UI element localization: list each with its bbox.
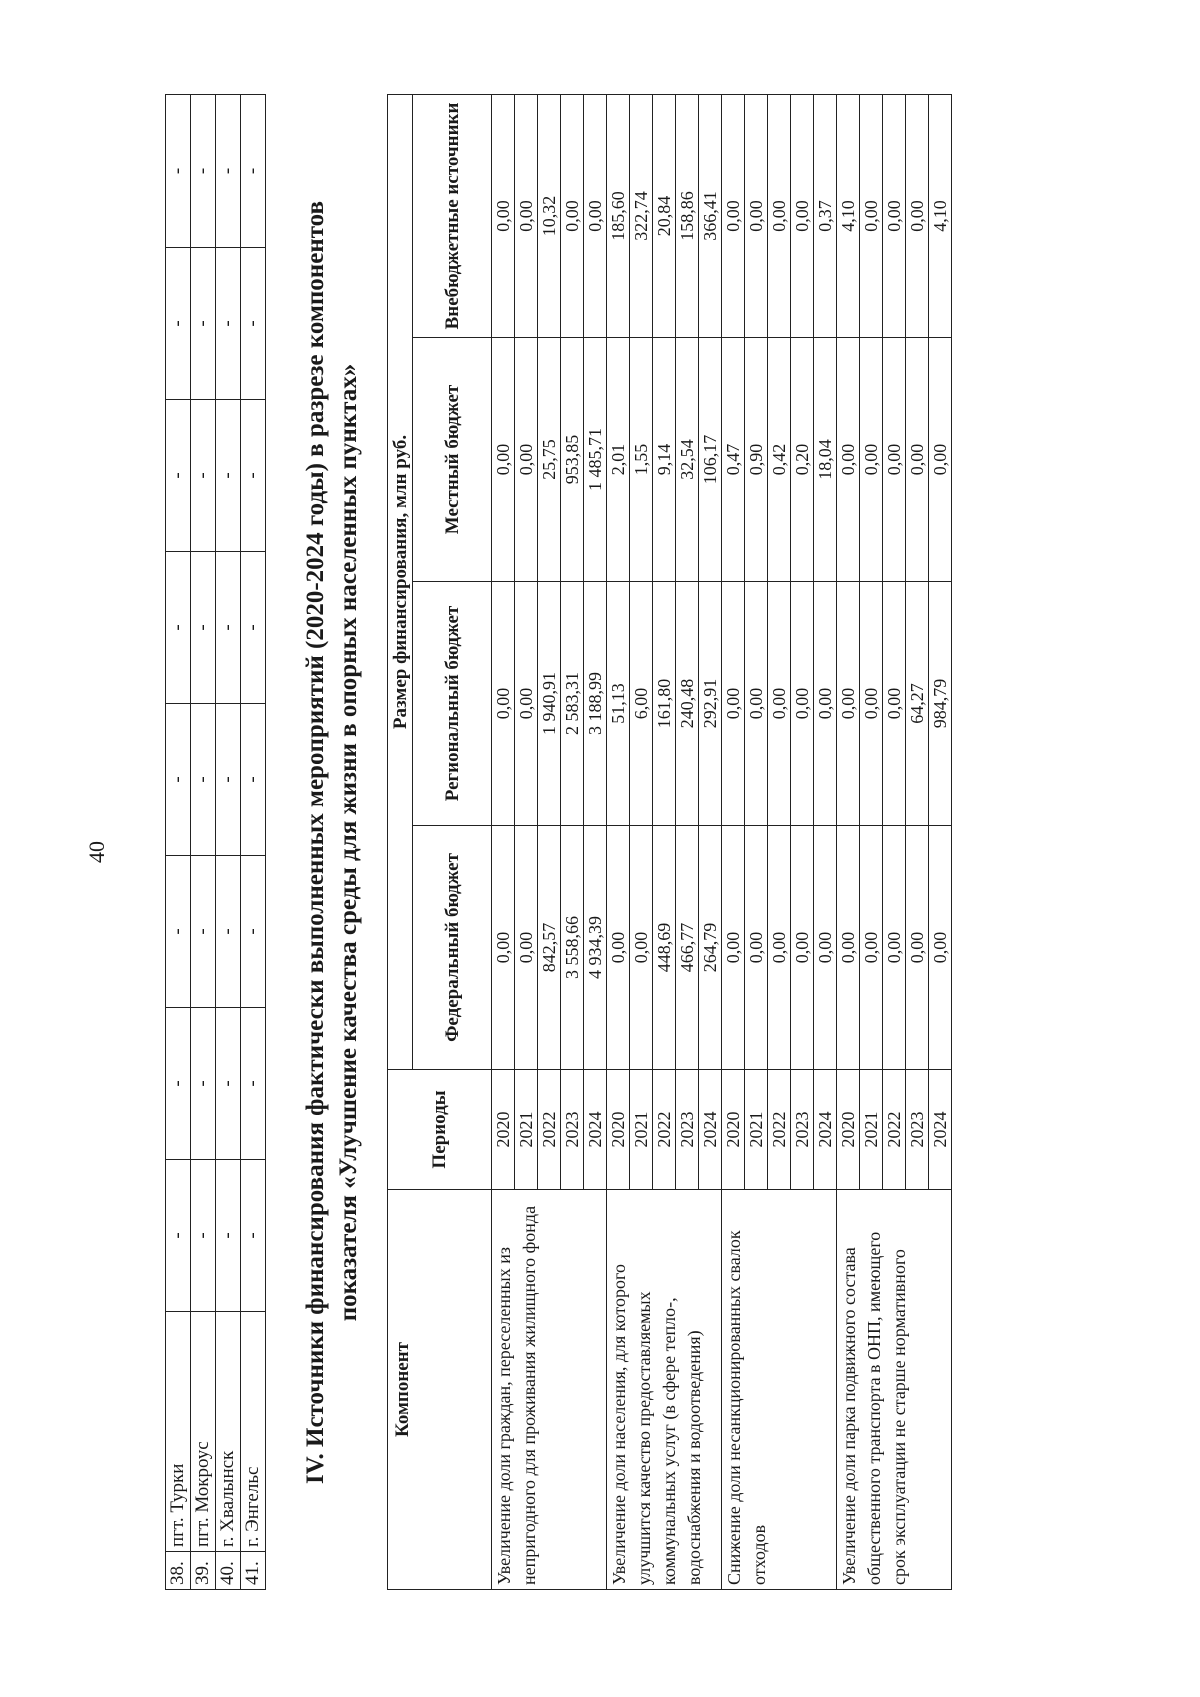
cell-extra: 158,86 xyxy=(676,95,699,338)
settlement-value: - xyxy=(191,95,216,248)
component-name: Снижение доли несанкционированных свалок отходов xyxy=(722,1190,837,1590)
settlement-number: 40. xyxy=(216,1552,241,1590)
cell-local: 953,85 xyxy=(561,338,584,582)
cell-local: 0,00 xyxy=(906,338,929,582)
cell-federal: 0,00 xyxy=(515,826,538,1070)
cell-period: 2021 xyxy=(745,1070,768,1190)
cell-local: 0,00 xyxy=(515,338,538,582)
settlement-value: - xyxy=(166,1008,191,1160)
cell-period: 2021 xyxy=(630,1070,653,1190)
cell-regional: 0,00 xyxy=(883,582,906,826)
settlement-value: - xyxy=(241,95,266,248)
settlement-name: г. Хвалынск xyxy=(216,1312,241,1552)
cell-federal: 0,00 xyxy=(607,826,630,1070)
page-number: 40 xyxy=(84,841,109,863)
cell-extra: 0,00 xyxy=(745,95,768,338)
cell-regional: 292,91 xyxy=(699,582,722,826)
cell-period: 2021 xyxy=(515,1070,538,1190)
cell-regional: 0,00 xyxy=(745,582,768,826)
cell-extra: 4,10 xyxy=(837,95,860,338)
cell-local: 9,14 xyxy=(653,338,676,582)
cell-period: 2023 xyxy=(676,1070,699,1190)
component-name: Увеличение доли граждан, переселенных из непригодного для проживания жилищного фонда xyxy=(492,1190,607,1590)
cell-extra: 0,00 xyxy=(722,95,745,338)
cell-federal: 842,57 xyxy=(538,826,561,1070)
funding-row xyxy=(722,95,745,1590)
cell-regional: 51,13 xyxy=(607,582,630,826)
cell-regional: 0,00 xyxy=(814,582,837,826)
cell-federal: 0,00 xyxy=(768,826,791,1070)
settlement-value: - xyxy=(241,400,266,552)
header-regional: Региональный бюджет xyxy=(413,582,492,826)
cell-period: 2021 xyxy=(860,1070,883,1190)
cell-regional: 3 188,99 xyxy=(584,582,607,826)
cell-local: 0,20 xyxy=(791,338,814,582)
cell-period: 2020 xyxy=(722,1070,745,1190)
cell-regional: 0,00 xyxy=(791,582,814,826)
funding-row xyxy=(837,95,860,1590)
cell-regional: 0,00 xyxy=(515,582,538,826)
rotated-page-content xyxy=(165,95,1025,1590)
cell-period: 2020 xyxy=(607,1070,630,1190)
cell-local: 0,00 xyxy=(883,338,906,582)
cell-federal: 0,00 xyxy=(791,826,814,1070)
settlement-value: - xyxy=(191,552,216,704)
settlement-value: - xyxy=(241,856,266,1008)
header-component: Компонент xyxy=(388,1190,492,1590)
cell-period: 2022 xyxy=(768,1070,791,1190)
funding-row xyxy=(607,95,630,1590)
cell-extra: 0,00 xyxy=(561,95,584,338)
cell-local: 32,54 xyxy=(676,338,699,582)
cell-period: 2024 xyxy=(699,1070,722,1190)
settlement-value: - xyxy=(216,1008,241,1160)
cell-period: 2024 xyxy=(584,1070,607,1190)
funding-row xyxy=(492,95,515,1590)
settlement-value: - xyxy=(216,1160,241,1312)
cell-regional: 984,79 xyxy=(929,582,952,826)
cell-regional: 0,00 xyxy=(492,582,515,826)
settlement-value: - xyxy=(166,552,191,704)
cell-federal: 466,77 xyxy=(676,826,699,1070)
cell-period: 2022 xyxy=(538,1070,561,1190)
settlement-value: - xyxy=(241,1160,266,1312)
cell-regional: 0,00 xyxy=(722,582,745,826)
cell-extra: 185,60 xyxy=(607,95,630,338)
cell-local: 0,00 xyxy=(860,338,883,582)
cell-extra: 0,00 xyxy=(791,95,814,338)
cell-extra: 0,00 xyxy=(584,95,607,338)
settlement-number: 38. xyxy=(166,1552,191,1590)
cell-local: 0,47 xyxy=(722,338,745,582)
cell-local: 1 485,71 xyxy=(584,338,607,582)
component-name: Увеличение доли парка подвижного состава общественного транспорта в ОНП, имеющего срок эксплуатации не старше нормативного xyxy=(837,1190,952,1590)
cell-extra: 0,00 xyxy=(515,95,538,338)
cell-federal: 0,00 xyxy=(814,826,837,1070)
settlement-value: - xyxy=(166,856,191,1008)
settlement-value: - xyxy=(216,552,241,704)
cell-regional: 240,48 xyxy=(676,582,699,826)
cell-federal: 3 558,66 xyxy=(561,826,584,1070)
section-heading-line1: IV. Источники финансирования фактически выполненных мероприятий (2020-2024 годы) в разрезе компонентов xyxy=(302,200,329,1485)
settlement-value: - xyxy=(191,704,216,856)
cell-local: 25,75 xyxy=(538,338,561,582)
cell-period: 2020 xyxy=(837,1070,860,1190)
settlement-number: 41. xyxy=(241,1552,266,1590)
settlement-name: пгт. Турки xyxy=(166,1312,191,1552)
settlement-value: - xyxy=(166,400,191,552)
cell-period: 2024 xyxy=(814,1070,837,1190)
cell-period: 2023 xyxy=(906,1070,929,1190)
cell-local: 106,17 xyxy=(699,338,722,582)
header-federal: Федеральный бюджет xyxy=(413,826,492,1070)
settlement-value: - xyxy=(216,95,241,248)
settlement-name: г. Энгельс xyxy=(241,1312,266,1552)
settlement-value: - xyxy=(166,95,191,248)
cell-local: 1,55 xyxy=(630,338,653,582)
cell-federal: 264,79 xyxy=(699,826,722,1070)
cell-local: 2,01 xyxy=(607,338,630,582)
cell-period: 2020 xyxy=(492,1070,515,1190)
cell-federal: 0,00 xyxy=(745,826,768,1070)
header-periods: Периоды xyxy=(388,1070,492,1190)
settlement-row xyxy=(166,95,191,1590)
cell-extra: 0,00 xyxy=(768,95,791,338)
cell-regional: 0,00 xyxy=(768,582,791,826)
cell-federal: 0,00 xyxy=(722,826,745,1070)
settlement-value: - xyxy=(191,1160,216,1312)
settlement-row xyxy=(191,95,216,1590)
cell-extra: 366,41 xyxy=(699,95,722,338)
settlement-value: - xyxy=(216,856,241,1008)
settlement-value: - xyxy=(241,552,266,704)
settlement-value: - xyxy=(191,856,216,1008)
cell-local: 0,00 xyxy=(929,338,952,582)
cell-regional: 1 940,91 xyxy=(538,582,561,826)
settlement-value: - xyxy=(241,704,266,856)
component-name: Увеличение доли населения, для которого улучшится качество предоставляемых коммунальных услуг (в сфере тепло-, водоснабжения и водоотведения) xyxy=(607,1190,722,1590)
cell-local: 0,00 xyxy=(492,338,515,582)
settlement-value: - xyxy=(241,248,266,400)
cell-extra: 322,74 xyxy=(630,95,653,338)
header-local: Местный бюджет xyxy=(413,338,492,582)
settlement-value: - xyxy=(216,400,241,552)
cell-local: 18,04 xyxy=(814,338,837,582)
cell-federal: 448,69 xyxy=(653,826,676,1070)
settlement-value: - xyxy=(191,400,216,552)
settlement-value: - xyxy=(191,1008,216,1160)
cell-regional: 2 583,31 xyxy=(561,582,584,826)
cell-period: 2022 xyxy=(653,1070,676,1190)
settlement-value: - xyxy=(191,248,216,400)
settlements-table xyxy=(165,94,266,1590)
cell-period: 2023 xyxy=(561,1070,584,1190)
settlement-row xyxy=(241,95,266,1590)
cell-federal: 0,00 xyxy=(860,826,883,1070)
settlement-name: пгт. Мокроус xyxy=(191,1312,216,1552)
cell-regional: 161,80 xyxy=(653,582,676,826)
cell-federal: 0,00 xyxy=(492,826,515,1070)
cell-regional: 0,00 xyxy=(860,582,883,826)
cell-local: 0,42 xyxy=(768,338,791,582)
settlement-value: - xyxy=(241,1008,266,1160)
cell-extra: 0,00 xyxy=(492,95,515,338)
cell-extra: 0,00 xyxy=(860,95,883,338)
funding-table xyxy=(387,94,952,1590)
settlement-value: - xyxy=(166,704,191,856)
cell-extra: 20,84 xyxy=(653,95,676,338)
cell-extra: 0,00 xyxy=(883,95,906,338)
cell-federal: 0,00 xyxy=(837,826,860,1070)
cell-regional: 64,27 xyxy=(906,582,929,826)
cell-period: 2024 xyxy=(929,1070,952,1190)
section-heading xyxy=(299,95,365,1590)
settlement-value: - xyxy=(216,704,241,856)
cell-extra: 4,10 xyxy=(929,95,952,338)
header-funding-size: Размер финансирования, млн руб. xyxy=(388,95,413,1070)
cell-federal: 0,00 xyxy=(906,826,929,1070)
header-extra: Внебюджетные источники xyxy=(413,95,492,338)
cell-extra: 0,37 xyxy=(814,95,837,338)
cell-local: 0,00 xyxy=(837,338,860,582)
settlement-value: - xyxy=(166,1160,191,1312)
settlement-number: 39. xyxy=(191,1552,216,1590)
cell-period: 2022 xyxy=(883,1070,906,1190)
settlement-value: - xyxy=(166,248,191,400)
section-heading-line2: показателя «Улучшение качества среды для жизни в опорных населенных пунктах» xyxy=(335,363,362,1322)
cell-federal: 4 934,39 xyxy=(584,826,607,1070)
cell-extra: 10,32 xyxy=(538,95,561,338)
cell-federal: 0,00 xyxy=(883,826,906,1070)
cell-regional: 6,00 xyxy=(630,582,653,826)
cell-regional: 0,00 xyxy=(837,582,860,826)
cell-local: 0,90 xyxy=(745,338,768,582)
cell-federal: 0,00 xyxy=(630,826,653,1070)
settlement-value: - xyxy=(216,248,241,400)
cell-extra: 0,00 xyxy=(906,95,929,338)
settlement-row xyxy=(216,95,241,1590)
cell-federal: 0,00 xyxy=(929,826,952,1070)
cell-period: 2023 xyxy=(791,1070,814,1190)
